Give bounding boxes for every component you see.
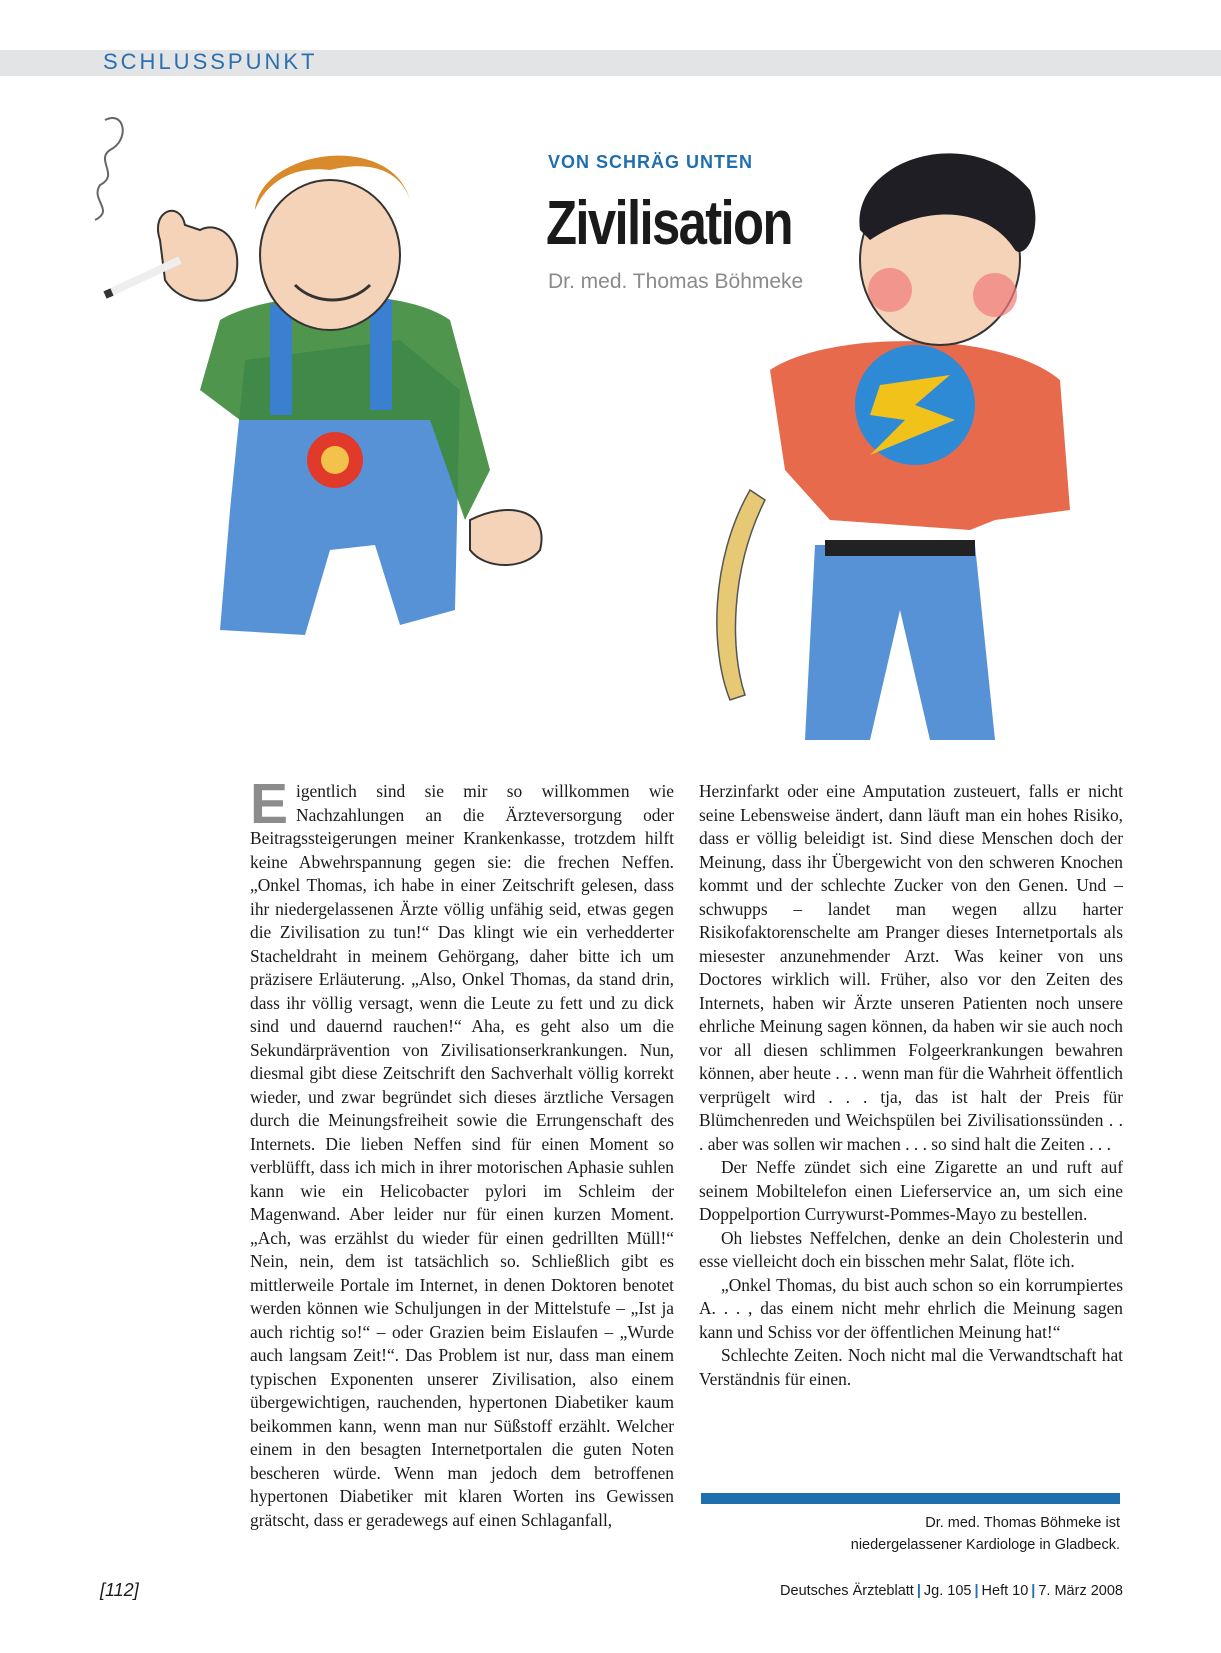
artist-signature xyxy=(95,118,123,220)
paragraph: Der Neffe zündet sich eine Zigarette an und ruft auf seinem Mobiltelefon einen Lieferservice an, um sich eine Doppelportion Currywurst-Pommes-Mayo zu bestellen. xyxy=(699,1157,1123,1224)
journal-date: 7. März 2008 xyxy=(1038,1583,1123,1599)
journal-name: Deutsches Ärzteblatt xyxy=(780,1583,914,1599)
paragraph-text: igentlich sind sie mir so willkommen wie Nachzahlungen an die Ärzteversorgung oder Beitragssteigerungen meiner Krankenkasse, trotzdem hilft keine Abwehrspannung gegen sie: die frechen Neffen. „Onkel Thomas, ich habe in einer Zeitschrift gelesen, dass ihr niedergelassenen Ärzte völlig unfähig seid, etwas gegen die Zivilisation zu tun!“ Das klingt wie ein verhedderter Stacheldraht in meinem Gehörgang, daher bitte ich um präzisere Erläuterung. „Also, Onkel Thomas, da stand drin, dass ihr völlig versagt, wenn die Leute zu fett und zu dick sind und dauernd rauchen!“ Aha, es geht also um die Sekundärprävention von Zivilisationserkrankungen. Nun, diesmal gibt diese Zeitschrift den Sachverhalt völlig korrekt wieder, und zwar begründet sich dieses ärztliche Versagen durch die Meinungsfreiheit sowie die Errungenschaft des Internets. Die lieben Neffen sind für einen Moment so verblüfft, dass ich mich in ihrer motorischen Aphasie suhlen kann wie ein Helicobacter pylori im Schleim der Magenwand. Aber leider nur für einen kurzen Moment. „Ach, was erzählst du wieder für einen gedrillten Müll!“ Nein, nein, dem ist tatsächlich so. Schließlich gibt es mittlerweile Portale im Internet, in denen Doktoren benotet werden können wie Schuljungen in der Mittelstufe – „Ist ja auch richtig so!“ – oder Grazien beim Eislaufen – „Wurde auch langsam Zeit!“. Das Problem ist nur, dass man einem typischen Exponenten unserer Zivilisation, also einem übergewichtigen, rauchenden, hypertonen Diabetiker kaum beikommen kann, wenn man nur Süßstoff erzählt. Welcher einem in den besagten Internetportalen die guten Noten bescheren würde. Wenn man jedoch dem betroffenen hypertonen Diabetiker mit klaren Worten ins Gewissen grätscht, dass er geradewegs auf einen Schlaganfall, xyxy=(250,781,674,1530)
author-bio xyxy=(700,1512,1120,1556)
journal-issue: Heft 10 xyxy=(981,1583,1029,1599)
section-label: SCHLUSSPUNKT xyxy=(103,49,318,74)
paragraph xyxy=(250,772,674,1532)
page-number: [112] xyxy=(100,1580,139,1600)
left-figure-head xyxy=(260,180,400,330)
article-kicker: VON SCHRÄG UNTEN xyxy=(548,152,754,172)
right-figure-belt xyxy=(825,540,975,556)
footer-citation: Deutsches Ärzteblatt | Jg. 105 | Heft 10 | 7. März 2008 xyxy=(780,1583,1123,1599)
paragraph: Schlechte Zeiten. Noch nicht mal die Verwandtschaft hat Verständnis für einen. xyxy=(699,1345,1123,1389)
article-author: Dr. med. Thomas Böhmeke xyxy=(548,270,804,293)
paragraph: Oh liebstes Neffelchen, denke an dein Cholesterin und esse vielleicht doch ein bisschen mehr Salat, flöte ich. xyxy=(699,1227,1123,1271)
right-figure-jeans xyxy=(805,545,995,740)
left-figure-hand xyxy=(158,211,237,301)
paragraph: Herzinfarkt oder eine Amputation zusteuert, falls er nicht seine Lebensweise ändert, dann läuft man ein hohes Risiko, dass er völlig beleidigt ist. Sind diese Menschen doch der Meinung, dass ihr Übergewicht von den schweren Knochen kommt und der schlechte Zucker von den Genen. Und – schwupps – landet man wegen allzu harter Risikofaktorenschelte am Pranger dieses Internetportals als miesester anzunehmender Arzt. Was keiner von uns Doctores wirklich will. Früher, also vor den Zeiten des Internets, haben wir Ärzte unseren Patienten noch unsere ehrliche Meinung sagen können, da haben wir sie auch noch vor all diesen schlimmen Folgeerkrankungen bewahren können, aber heute . . . wenn man für die Wahrheit öffentlich verprügelt wird . . . tja, das ist halt der Preis für Blümchenreden und Weichspülen bei Zivilisationssünden . . . aber was sollen wir machen . . . so sind halt die Zeiten . . . xyxy=(699,781,1123,1154)
article-title: Zivilisation xyxy=(546,189,792,258)
bio-line: niedergelassener Kardiologe in Gladbeck. xyxy=(850,1537,1120,1553)
journal-volume: Jg. 105 xyxy=(923,1583,972,1599)
measuring-tape xyxy=(717,490,765,700)
paragraph: „Onkel Thomas, du bist auch schon so ein korrumpiertes A. . . , das einem nicht mehr ehrlich die Meinung sagen kann und Schiss vor der öffentlichen Meinung hat!“ xyxy=(699,1274,1123,1342)
text-column-left xyxy=(250,772,674,1532)
bio-rule xyxy=(701,1493,1120,1504)
bio-line: Dr. med. Thomas Böhmeke ist xyxy=(925,1515,1120,1531)
flower-patch xyxy=(307,432,363,488)
text-column-right xyxy=(699,780,1123,1391)
cartoon-illustration xyxy=(70,90,1200,740)
drop-cap: E xyxy=(250,772,289,836)
